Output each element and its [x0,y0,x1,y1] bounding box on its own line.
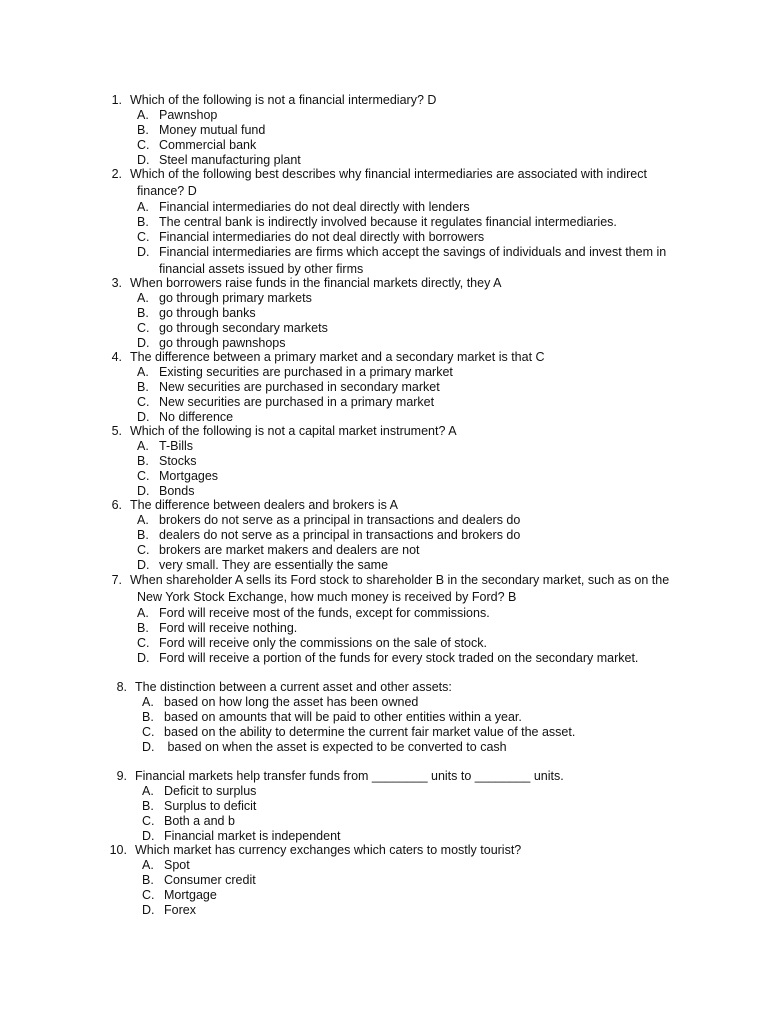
question-number: 3. [111,276,122,290]
option-text: New securities are purchased in a primary market [159,395,435,409]
option-letter: D. [137,558,150,572]
option-letter: B. [137,306,149,320]
question-number: 9. [116,769,127,783]
option-letter: C. [137,469,150,483]
option-text: Both a and b [164,814,235,828]
option-letter: D. [137,336,150,350]
question-text-continued: New York Stock Exchange, how much money is received by Ford? B [137,590,517,604]
option-letter: D. [137,245,150,259]
option-letter: D. [137,153,150,167]
question-text: The distinction between a current asset and other assets: [135,680,452,694]
question-text-continued: finance? D [137,184,197,198]
option-text: No difference [159,410,234,424]
question-7 [100,573,669,666]
option-letter: D. [142,903,155,917]
option-letter: B. [137,454,149,468]
option-text: Financial market is independent [164,829,341,843]
option-text: Financial intermediaries do not deal directly with lenders [159,200,470,214]
question-number: 8. [116,680,127,694]
question-text: The difference between a primary market and a secondary market is that C [130,350,545,364]
option-text: brokers are market makers and dealers are not [159,543,420,557]
option-letter: D. [142,829,155,843]
option-letter: D. [137,484,150,498]
option-letter: A. [137,365,149,379]
option-text: dealers do not serve as a principal in transactions and brokers do [159,528,521,542]
option-letter: A. [137,200,149,214]
option-text: Stocks [159,454,197,468]
option-letter: D. [142,740,155,754]
option-text: Mortgage [164,888,217,902]
question-number: 4. [111,350,122,364]
question-text: When borrowers raise funds in the financial markets directly, they A [130,276,502,290]
option-letter: C. [142,725,155,739]
option-text: very small. They are essentially the same [159,558,389,572]
question-number: 10. [109,843,127,857]
option-letter: A. [142,695,154,709]
question-text: Which market has currency exchanges which caters to mostly tourist? [135,843,522,857]
option-text: Spot [164,858,190,872]
option-letter: C. [137,636,150,650]
option-text: T-Bills [159,439,194,453]
question-text: Which of the following is not a capital market instrument? A [130,424,457,438]
question-3 [100,276,501,351]
option-letter: B. [137,123,149,137]
question-number: 1. [111,93,122,107]
option-letter: A. [142,858,154,872]
option-text: Existing securities are purchased in a primary market [159,365,453,379]
option-letter: C. [137,138,150,152]
option-letter: A. [137,291,149,305]
option-letter: C. [142,814,155,828]
option-text: go through secondary markets [159,321,328,335]
option-letter: A. [137,108,149,122]
question-5 [100,424,457,499]
option-letter: C. [137,230,150,244]
option-text: Pawnshop [159,108,218,122]
option-text: go through banks [159,306,256,320]
question-4 [100,350,545,425]
option-letter: A. [137,606,149,620]
option-letter: C. [137,395,150,409]
option-text: Ford will receive a portion of the funds for every stock traded on the secondary market. [159,651,639,665]
option-text: Surplus to deficit [164,799,257,813]
question-1 [100,93,436,168]
option-text: Ford will receive only the commissions on the sale of stock. [159,636,487,650]
option-text: New securities are purchased in secondary market [159,380,440,394]
option-letter: C. [142,888,155,902]
option-text: Forex [164,903,196,917]
option-letter: B. [142,799,154,813]
option-text-continued: financial assets issued by other firms [159,262,364,276]
option-text: based on the ability to determine the current fair market value of the asset. [164,725,576,739]
option-letter: C. [137,321,150,335]
option-letter: B. [137,621,149,635]
option-text: based on amounts that will be paid to other entities within a year. [164,710,522,724]
option-text: go through primary markets [159,291,312,305]
question-text: Which of the following is not a financial intermediary? D [130,93,437,107]
option-text: The central bank is indirectly involved because it regulates financial intermediaries. [159,215,617,229]
question-text: Financial markets help transfer funds from ________ units to ________ units. [135,769,564,783]
option-text: Deficit to surplus [164,784,257,798]
option-letter: A. [137,439,149,453]
option-letter: C. [137,543,150,557]
option-text: go through pawnshops [159,336,286,350]
option-letter: A. [137,513,149,527]
option-text: based on how long the asset has been owned [164,695,419,709]
question-text: Which of the following best describes why financial intermediaries are associated with indirect [130,167,647,181]
option-text: Ford will receive most of the funds, except for commissions. [159,606,490,620]
option-text: Ford will receive nothing. [159,621,298,635]
question-number: 6. [111,498,122,512]
question-number: 7. [111,573,122,587]
option-letter: B. [142,873,154,887]
option-letter: B. [137,380,149,394]
option-text: Bonds [159,484,195,498]
question-text: When shareholder A sells its Ford stock to shareholder B in the secondary market, such as on the [130,573,670,587]
option-letter: A. [142,784,154,798]
option-letter: D. [137,651,150,665]
question-6 [100,498,520,573]
option-letter: D. [137,410,150,424]
option-letter: B. [137,528,149,542]
option-text: brokers do not serve as a principal in transactions and dealers do [159,513,521,527]
question-number: 5. [111,424,122,438]
question-8 [105,680,575,755]
question-9 [105,769,564,844]
option-text: Financial intermediaries are firms which accept the savings of individuals and invest them in [159,245,667,259]
question-text: The difference between dealers and brokers is A [130,498,398,512]
option-letter: B. [137,215,149,229]
question-2 [100,167,666,278]
question-number: 2. [111,167,122,181]
option-text: Financial intermediaries do not deal directly with borrowers [159,230,485,244]
option-text: Commercial bank [159,138,257,152]
option-letter: B. [142,710,154,724]
question-10 [105,843,521,918]
option-text: based on when the asset is expected to be converted to cash [164,740,507,754]
option-text: Consumer credit [164,873,256,887]
option-text: Mortgages [159,469,219,483]
option-text: Steel manufacturing plant [159,153,301,167]
option-text: Money mutual fund [159,123,266,137]
